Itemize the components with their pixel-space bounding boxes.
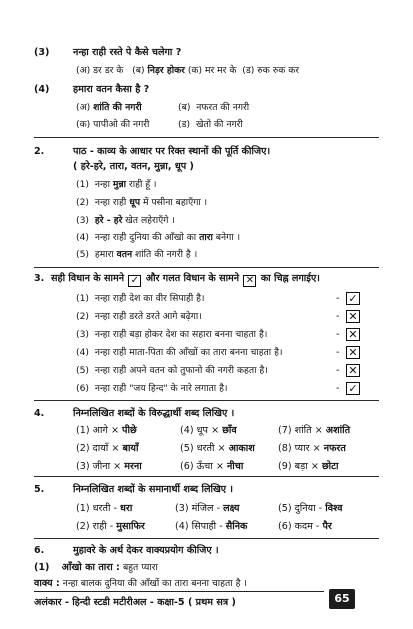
s4-pair bbox=[278, 442, 346, 455]
s2-item-5 bbox=[76, 248, 197, 261]
word: मंजिल bbox=[191, 503, 214, 514]
s6-idiom bbox=[34, 561, 158, 574]
separator: × bbox=[310, 461, 319, 472]
answer: छाँव bbox=[222, 425, 237, 436]
q3-options bbox=[76, 64, 299, 77]
q4-option-c bbox=[76, 118, 149, 131]
q4-opt-b-key: (ब) bbox=[178, 102, 191, 113]
q3-number: (3) bbox=[34, 47, 50, 58]
cross-mark-icon: ✕ bbox=[346, 310, 360, 323]
s4-pair bbox=[180, 424, 237, 437]
s4-number: 4. bbox=[34, 408, 45, 419]
q4-opt-b: नफरत की नगरी bbox=[196, 102, 250, 113]
dash: - bbox=[336, 347, 340, 358]
answer: विश्व bbox=[325, 503, 343, 514]
word: बड़ा bbox=[294, 461, 308, 472]
answer: नफरत bbox=[323, 443, 346, 454]
footer-rule bbox=[34, 591, 324, 592]
cross-mark-icon: ✕ bbox=[346, 364, 360, 377]
filled-word: धूप bbox=[129, 197, 141, 208]
filled-word: वतन bbox=[116, 249, 133, 260]
filled-word: हरे - हरे bbox=[94, 215, 123, 226]
q3-opt-a: डर डर के bbox=[93, 65, 124, 76]
item-number: (9) bbox=[278, 461, 292, 472]
s2-item-2 bbox=[76, 196, 207, 209]
divider bbox=[34, 538, 379, 539]
answer: अशांति bbox=[325, 425, 351, 436]
dash: - bbox=[336, 311, 340, 322]
item-number: (1) bbox=[76, 179, 90, 190]
item-number: (6) bbox=[278, 521, 292, 532]
item-text: बनेगा । bbox=[215, 232, 241, 243]
tick-mark-icon: ✓ bbox=[346, 292, 360, 305]
separator: - bbox=[113, 503, 117, 514]
q4-option-b bbox=[178, 101, 249, 114]
item-number: (3) bbox=[76, 461, 90, 472]
s4-pair bbox=[76, 424, 137, 437]
q4-option-a bbox=[76, 101, 142, 114]
s3-title-part: और गलत विधान के सामने bbox=[145, 273, 240, 284]
statement-text: नन्हा राही बड़ा होकर देश का सहारा बनना चाहता है। bbox=[94, 329, 268, 340]
s6-title: मुहावरे के अर्थ देकर वाक्यप्रयोग कीजिए । bbox=[73, 545, 219, 556]
sentence-label: वाक्य : bbox=[34, 578, 60, 589]
statement-text: नन्हा राही देश का वीर सिपाही है। bbox=[94, 293, 205, 304]
idiom: आँखो का तारा : bbox=[61, 562, 120, 573]
item-number: (4) bbox=[76, 232, 90, 243]
s2-item-4 bbox=[76, 231, 240, 244]
divider bbox=[34, 476, 379, 477]
dash: - bbox=[336, 293, 340, 304]
q4-opt-a-key: (अ) bbox=[76, 102, 91, 113]
item-number: (5) bbox=[278, 503, 292, 514]
answer: आकाश bbox=[228, 443, 255, 454]
dash: - bbox=[336, 365, 340, 376]
answer: लक्ष्य bbox=[223, 503, 240, 514]
answer: पैर bbox=[322, 521, 332, 532]
word: राही bbox=[92, 521, 107, 532]
dash: - bbox=[336, 329, 340, 340]
item-text: में पसीना बहाएँगा । bbox=[143, 197, 208, 208]
answer: धरा bbox=[120, 503, 133, 514]
s5-pair bbox=[175, 502, 239, 515]
item-number: (6) bbox=[180, 461, 194, 472]
word: प्यार bbox=[294, 443, 310, 454]
separator: × bbox=[217, 443, 226, 454]
s3-number: 3. bbox=[34, 273, 45, 284]
answer: बायाँ bbox=[122, 443, 139, 454]
item-number: (2) bbox=[76, 197, 90, 208]
item-number: (3) bbox=[76, 329, 90, 340]
item-number: (1) bbox=[76, 293, 90, 304]
s4-pair bbox=[180, 442, 255, 455]
item-number: (1) bbox=[34, 562, 50, 573]
word: जीना bbox=[92, 461, 111, 472]
filled-word: तारा bbox=[199, 232, 213, 243]
item-text: शांति की नगरी है । bbox=[135, 249, 198, 260]
s5-pair bbox=[278, 502, 342, 515]
separator: × bbox=[211, 425, 220, 436]
s2-item-1 bbox=[76, 178, 157, 191]
s3-title-part: का चिह्न लगाईए। bbox=[260, 273, 320, 284]
word: ऊँचा bbox=[196, 461, 213, 472]
divider bbox=[34, 267, 379, 268]
word: धरती bbox=[92, 503, 111, 514]
q3-opt-b-key: (ब) bbox=[132, 65, 145, 76]
word: धरती bbox=[196, 443, 215, 454]
footer-text: अलंकार - हिन्दी स्टडी मटीरीअल - कक्षा-5 ( प्रथम सत्र ) bbox=[34, 597, 236, 608]
divider bbox=[34, 400, 379, 401]
q3-question: नन्हा राही रस्ते पे कैसे चलेगा ? bbox=[73, 47, 182, 58]
item-number: (7) bbox=[278, 425, 292, 436]
s4-title: निम्नलिखित शब्दों के विरुद्धार्थी शब्द लिखिए । bbox=[73, 408, 235, 419]
word: धूप bbox=[196, 425, 209, 436]
item-number: (4) bbox=[76, 347, 90, 358]
s5-pair bbox=[175, 520, 247, 533]
s4-pair bbox=[278, 460, 338, 473]
separator: × bbox=[113, 461, 122, 472]
item-text: हमारा bbox=[94, 249, 114, 260]
s6-sentence bbox=[34, 577, 247, 590]
s3-statement-6 bbox=[76, 382, 227, 395]
word: शांति bbox=[294, 425, 312, 436]
s2-item-3 bbox=[76, 214, 175, 227]
item-number: (8) bbox=[278, 443, 292, 454]
word: आगे bbox=[92, 425, 108, 436]
separator: - bbox=[109, 521, 114, 532]
q3-opt-d: रुक रुक कर bbox=[257, 65, 300, 76]
s3-statement-1 bbox=[76, 292, 205, 305]
word: कदम bbox=[294, 521, 313, 532]
s5-pair bbox=[76, 502, 132, 515]
q3-opt-c: मर मर के bbox=[204, 65, 237, 76]
separator: - bbox=[219, 521, 223, 532]
statement-text: नन्हा राही अपने वतन को तुफानो की नगरी कहता है। bbox=[94, 365, 268, 376]
word: दायाँ bbox=[92, 443, 109, 454]
s4-pair bbox=[278, 424, 350, 437]
statement-text: नन्हा राही माता-पिता की आँखों का तारा बनना चाहता है। bbox=[94, 347, 283, 358]
item-number: (5) bbox=[76, 249, 90, 260]
idiom-meaning: बहुत प्यारा bbox=[122, 562, 158, 573]
s3-statement-4 bbox=[76, 346, 282, 359]
q3-opt-a-key: (अ) bbox=[76, 65, 91, 76]
q3-opt-b: निड़र होकर bbox=[147, 65, 185, 76]
q4-opt-d-key: (ड) bbox=[178, 119, 191, 130]
item-number: (5) bbox=[180, 443, 194, 454]
separator: × bbox=[110, 425, 119, 436]
s3-title-part: सही विधान के सामने bbox=[51, 273, 125, 284]
cross-mark-icon: ✕ bbox=[346, 346, 360, 359]
answer: मरना bbox=[124, 461, 142, 472]
answer: पीछे bbox=[122, 425, 137, 436]
item-text: राही हूँ । bbox=[128, 179, 157, 190]
s2-number: 2. bbox=[34, 146, 45, 157]
separator: - bbox=[318, 503, 323, 514]
divider bbox=[34, 137, 379, 138]
s3-statement-3 bbox=[76, 328, 267, 341]
dash: - bbox=[336, 383, 340, 394]
s3-title bbox=[34, 272, 320, 287]
statement-text: नन्हा राही "जय हिन्द" के नारे लगाता है। bbox=[94, 383, 228, 394]
q4-opt-a: शांति की नगरी bbox=[93, 102, 142, 113]
separator: - bbox=[216, 503, 221, 514]
tick-box-icon: ✓ bbox=[128, 275, 141, 287]
word: सिपाही bbox=[191, 521, 217, 532]
item-number: (2) bbox=[76, 311, 90, 322]
separator: × bbox=[111, 443, 120, 454]
filled-word: मुन्ना bbox=[112, 179, 127, 190]
page-number: 65 bbox=[329, 589, 355, 609]
item-text: नन्हा राही bbox=[94, 197, 127, 208]
cross-mark-icon: ✕ bbox=[346, 328, 360, 341]
statement-text: नन्हा राही डरते डरते आगे बढ़ेगा। bbox=[94, 311, 202, 322]
s4-pair bbox=[76, 442, 138, 455]
item-number: (2) bbox=[76, 521, 90, 532]
s5-pair bbox=[76, 520, 145, 533]
item-number: (1) bbox=[76, 503, 90, 514]
answer: छोटा bbox=[321, 461, 339, 472]
item-text: खेत लहेराएँगे । bbox=[125, 215, 175, 226]
item-text: नन्हा bbox=[94, 179, 110, 190]
item-number: (2) bbox=[76, 443, 90, 454]
item-number: (3) bbox=[175, 503, 189, 514]
q3-opt-d-key: (ड) bbox=[242, 65, 255, 76]
s5-title: निम्नलिखित शब्दों के समानार्थी शब्द लिखिए । bbox=[73, 484, 234, 495]
answer: सैनिक bbox=[225, 521, 248, 532]
separator: × bbox=[312, 443, 321, 454]
item-number: (4) bbox=[175, 521, 189, 532]
q4-question: हमारा वतन कैसा है ? bbox=[73, 84, 150, 95]
item-number: (6) bbox=[76, 383, 90, 394]
item-number: (4) bbox=[180, 425, 194, 436]
tick-mark-icon: ✓ bbox=[346, 382, 360, 395]
answer: मुसाफिर bbox=[116, 521, 145, 532]
separator: - bbox=[315, 521, 320, 532]
separator: × bbox=[314, 425, 323, 436]
item-number: (1) bbox=[76, 425, 90, 436]
s3-statement-5 bbox=[76, 364, 268, 377]
q3-opt-c-key: (क) bbox=[187, 65, 203, 76]
sentence-text: नन्हा बालक दुनिया की आँखों का तारा बनना चाहता है । bbox=[62, 578, 247, 589]
s2-title: पाठ - काव्य के आधार पर रिक्त स्थानों की पूर्ति कीजिए। bbox=[73, 146, 271, 157]
s5-number: 5. bbox=[34, 484, 45, 495]
s4-pair bbox=[180, 460, 243, 473]
item-number: (5) bbox=[76, 365, 90, 376]
q4-opt-c-key: (क) bbox=[76, 119, 91, 130]
item-text: नन्हा राही दुनिया की आँखो का bbox=[94, 232, 197, 243]
answer: नीचा bbox=[226, 461, 244, 472]
item-number: (3) bbox=[76, 215, 90, 226]
word: दुनिया bbox=[294, 503, 316, 514]
s4-pair bbox=[76, 460, 142, 473]
cross-box-icon: ✕ bbox=[243, 275, 256, 287]
s3-statement-2 bbox=[76, 310, 202, 323]
q4-opt-c: पापीओ की नगरी bbox=[93, 119, 150, 130]
s6-number: 6. bbox=[34, 545, 45, 556]
q4-number: (4) bbox=[34, 84, 50, 95]
q4-opt-d: खेतो की नगरी bbox=[195, 119, 243, 130]
s2-word-bank: ( हरे-हरे, तारा, वतन, मुन्ना, धूप ) bbox=[73, 161, 194, 172]
separator: × bbox=[215, 461, 224, 472]
q4-option-d bbox=[178, 118, 243, 131]
s5-pair bbox=[278, 520, 332, 533]
